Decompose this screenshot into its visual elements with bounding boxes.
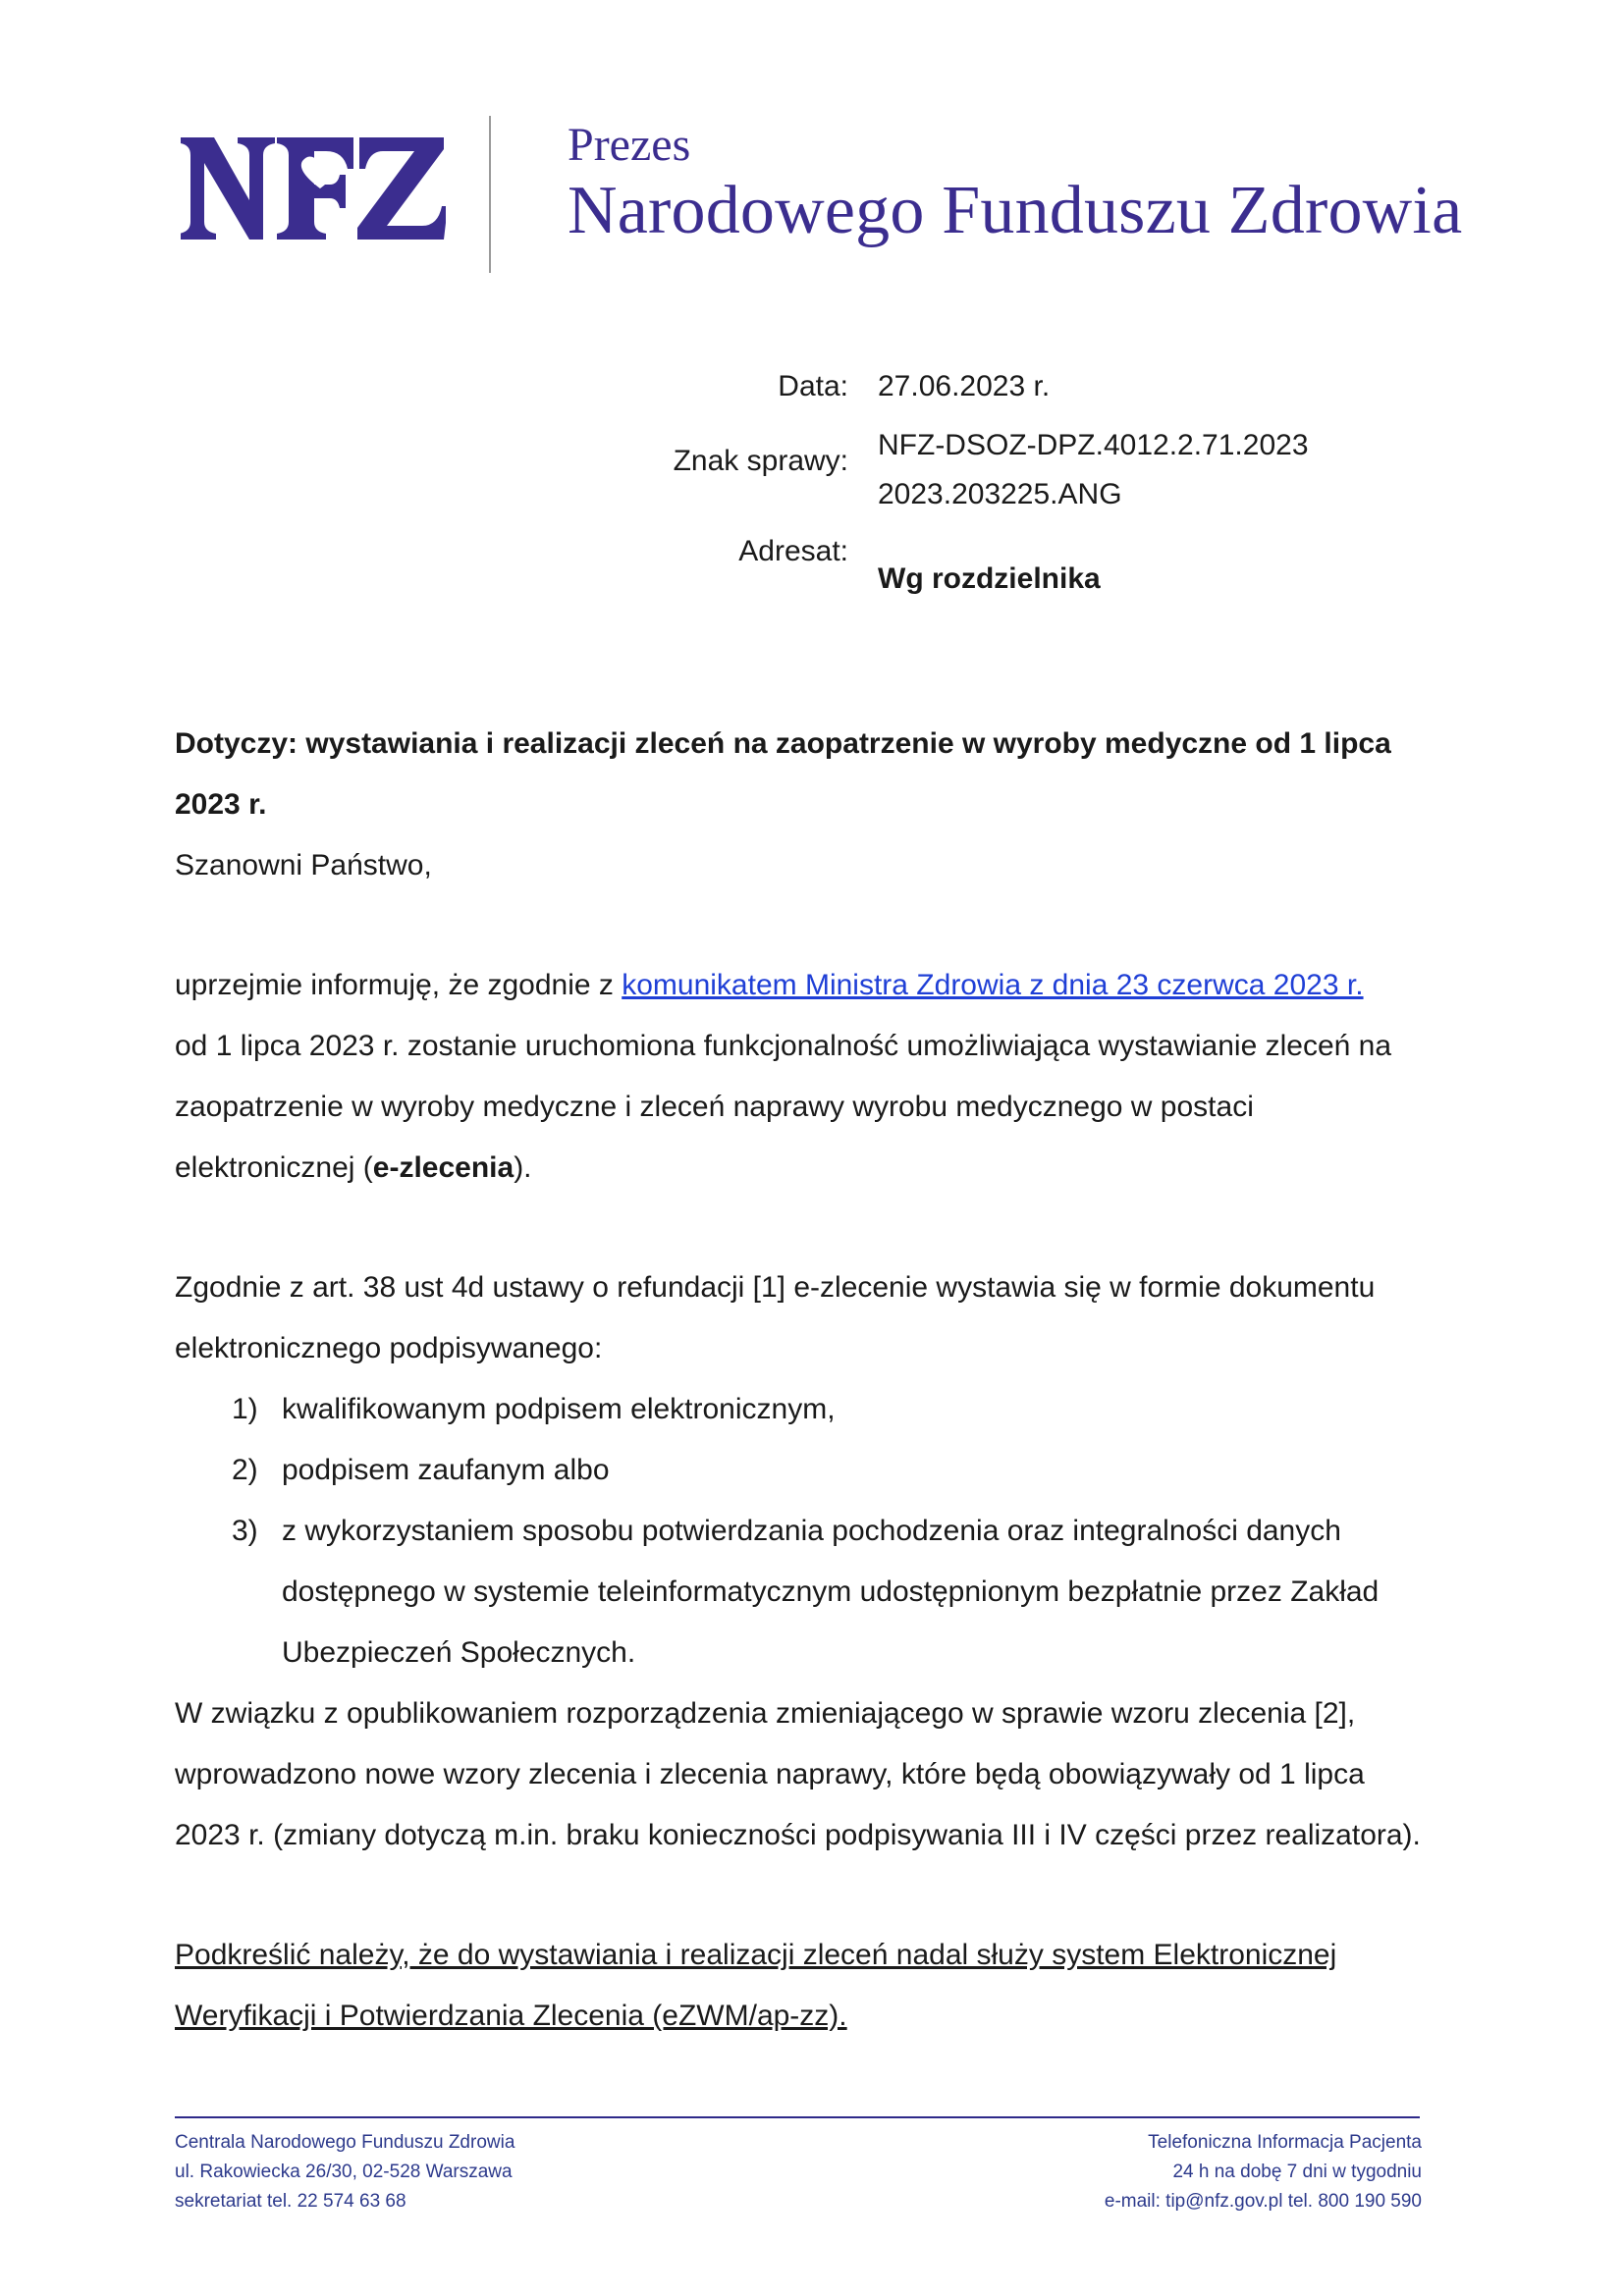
list-item-continued: Ubezpieczeń Społecznych.	[282, 1636, 636, 1669]
list-item: kwalifikowanym podpisem elektronicznym,	[282, 1393, 836, 1425]
list-item-number: 2)	[232, 1454, 258, 1486]
list-item-number: 1)	[232, 1393, 258, 1425]
footer-divider	[175, 2116, 1420, 2118]
paragraph-1-line-4-start: elektronicznej (	[175, 1151, 373, 1184]
paragraph-1-line-2: od 1 lipca 2023 r. zostanie uruchomiona funkcjonalność umożliwiająca wystawianie zleceń na	[175, 1030, 1392, 1062]
case-number-value: NFZ-DSOZ-DPZ.4012.2.71.2023	[878, 429, 1309, 461]
addressee-label: Adresat:	[738, 535, 848, 567]
subject-line-continued: 2023 r.	[175, 788, 267, 821]
nfz-logo	[181, 130, 446, 247]
header-divider	[489, 116, 491, 273]
list-item: z wykorzystaniem sposobu potwierdzania pochodzenia oraz integralności danych	[282, 1515, 1341, 1547]
footer-office-phone: sekretariat tel. 22 574 63 68	[175, 2191, 406, 2212]
e-zlecenia-term: e-zlecenia	[372, 1151, 514, 1184]
footer-hotline-contact: e-mail: tip@nfz.gov.pl tel. 800 190 590	[1104, 2191, 1422, 2212]
greeting: Szanowni Państwo,	[175, 849, 432, 881]
paragraph-1-line-4	[175, 1148, 1451, 1189]
nfz-logo-icon	[181, 130, 446, 247]
paragraph-3-line-3: 2023 r. (zmiany dotyczą m.in. braku konieczności podpisywania III i IV części przez realizatora).	[175, 1819, 1421, 1851]
list-item-number: 3)	[232, 1515, 258, 1547]
paragraph-1-line-1	[175, 966, 1451, 1006]
case-number-value-secondary: 2023.203225.ANG	[878, 478, 1122, 510]
paragraph-4-line-2: Weryfikacji i Potwierdzania Zlecenia (eZWM/ap-zz).	[175, 2000, 847, 2032]
paragraph-3-line-1: W związku z opublikowaniem rozporządzenia zmieniającego w sprawie wzoru zlecenia [2],	[175, 1697, 1356, 1730]
date-value: 27.06.2023 r.	[878, 370, 1051, 402]
addressee-value: Wg rozdzielnika	[878, 562, 1101, 595]
footer-hotline-hours: 24 h na dobę 7 dni w tygodniu	[1172, 2162, 1422, 2182]
subject-line: Dotyczy: wystawiania i realizacji zleceń na zaopatrzenie w wyroby medyczne od 1 lipca	[175, 727, 1391, 760]
institution-title-line2: Narodowego Funduszu Zdrowia	[568, 173, 1463, 248]
ministry-announcement-link[interactable]: komunikatem Ministra Zdrowia z dnia 23 czerwca 2023 r.	[622, 969, 1364, 1001]
paragraph-2-line-2: elektronicznego podpisywanego:	[175, 1332, 603, 1364]
date-label: Data:	[778, 370, 848, 402]
footer-office-name: Centrala Narodowego Funduszu Zdrowia	[175, 2132, 515, 2153]
paragraph-1-intro: uprzejmie informuję, że zgodnie z	[175, 969, 623, 1001]
paragraph-4-line-1: Podkreślić należy, że do wystawiania i realizacji zleceń nadal służy system Elektronicznej	[175, 1939, 1337, 1971]
paragraph-1-line-4-end: ).	[514, 1151, 532, 1184]
paragraph-1-line-3: zaopatrzenie w wyroby medyczne i zleceń naprawy wyrobu medycznego w postaci	[175, 1091, 1254, 1123]
paragraph-2-line-1: Zgodnie z art. 38 ust 4d ustawy o refundacji [1] e-zlecenie wystawia się w formie dokumentu	[175, 1271, 1376, 1304]
list-item: podpisem zaufanym albo	[282, 1454, 610, 1486]
footer-office-address: ul. Rakowiecka 26/30, 02-528 Warszawa	[175, 2162, 513, 2182]
case-number-label: Znak sprawy:	[673, 445, 848, 477]
footer-hotline-name: Telefoniczna Informacja Pacjenta	[1148, 2132, 1422, 2153]
list-item-continued: dostępnego w systemie teleinformatycznym udostępnionym bezpłatnie przez Zakład	[282, 1575, 1380, 1608]
paragraph-3-line-2: wprowadzono nowe wzory zlecenia i zlecenia naprawy, które będą obowiązywały od 1 lipca	[175, 1758, 1365, 1790]
institution-title-line1: Prezes	[568, 119, 691, 171]
